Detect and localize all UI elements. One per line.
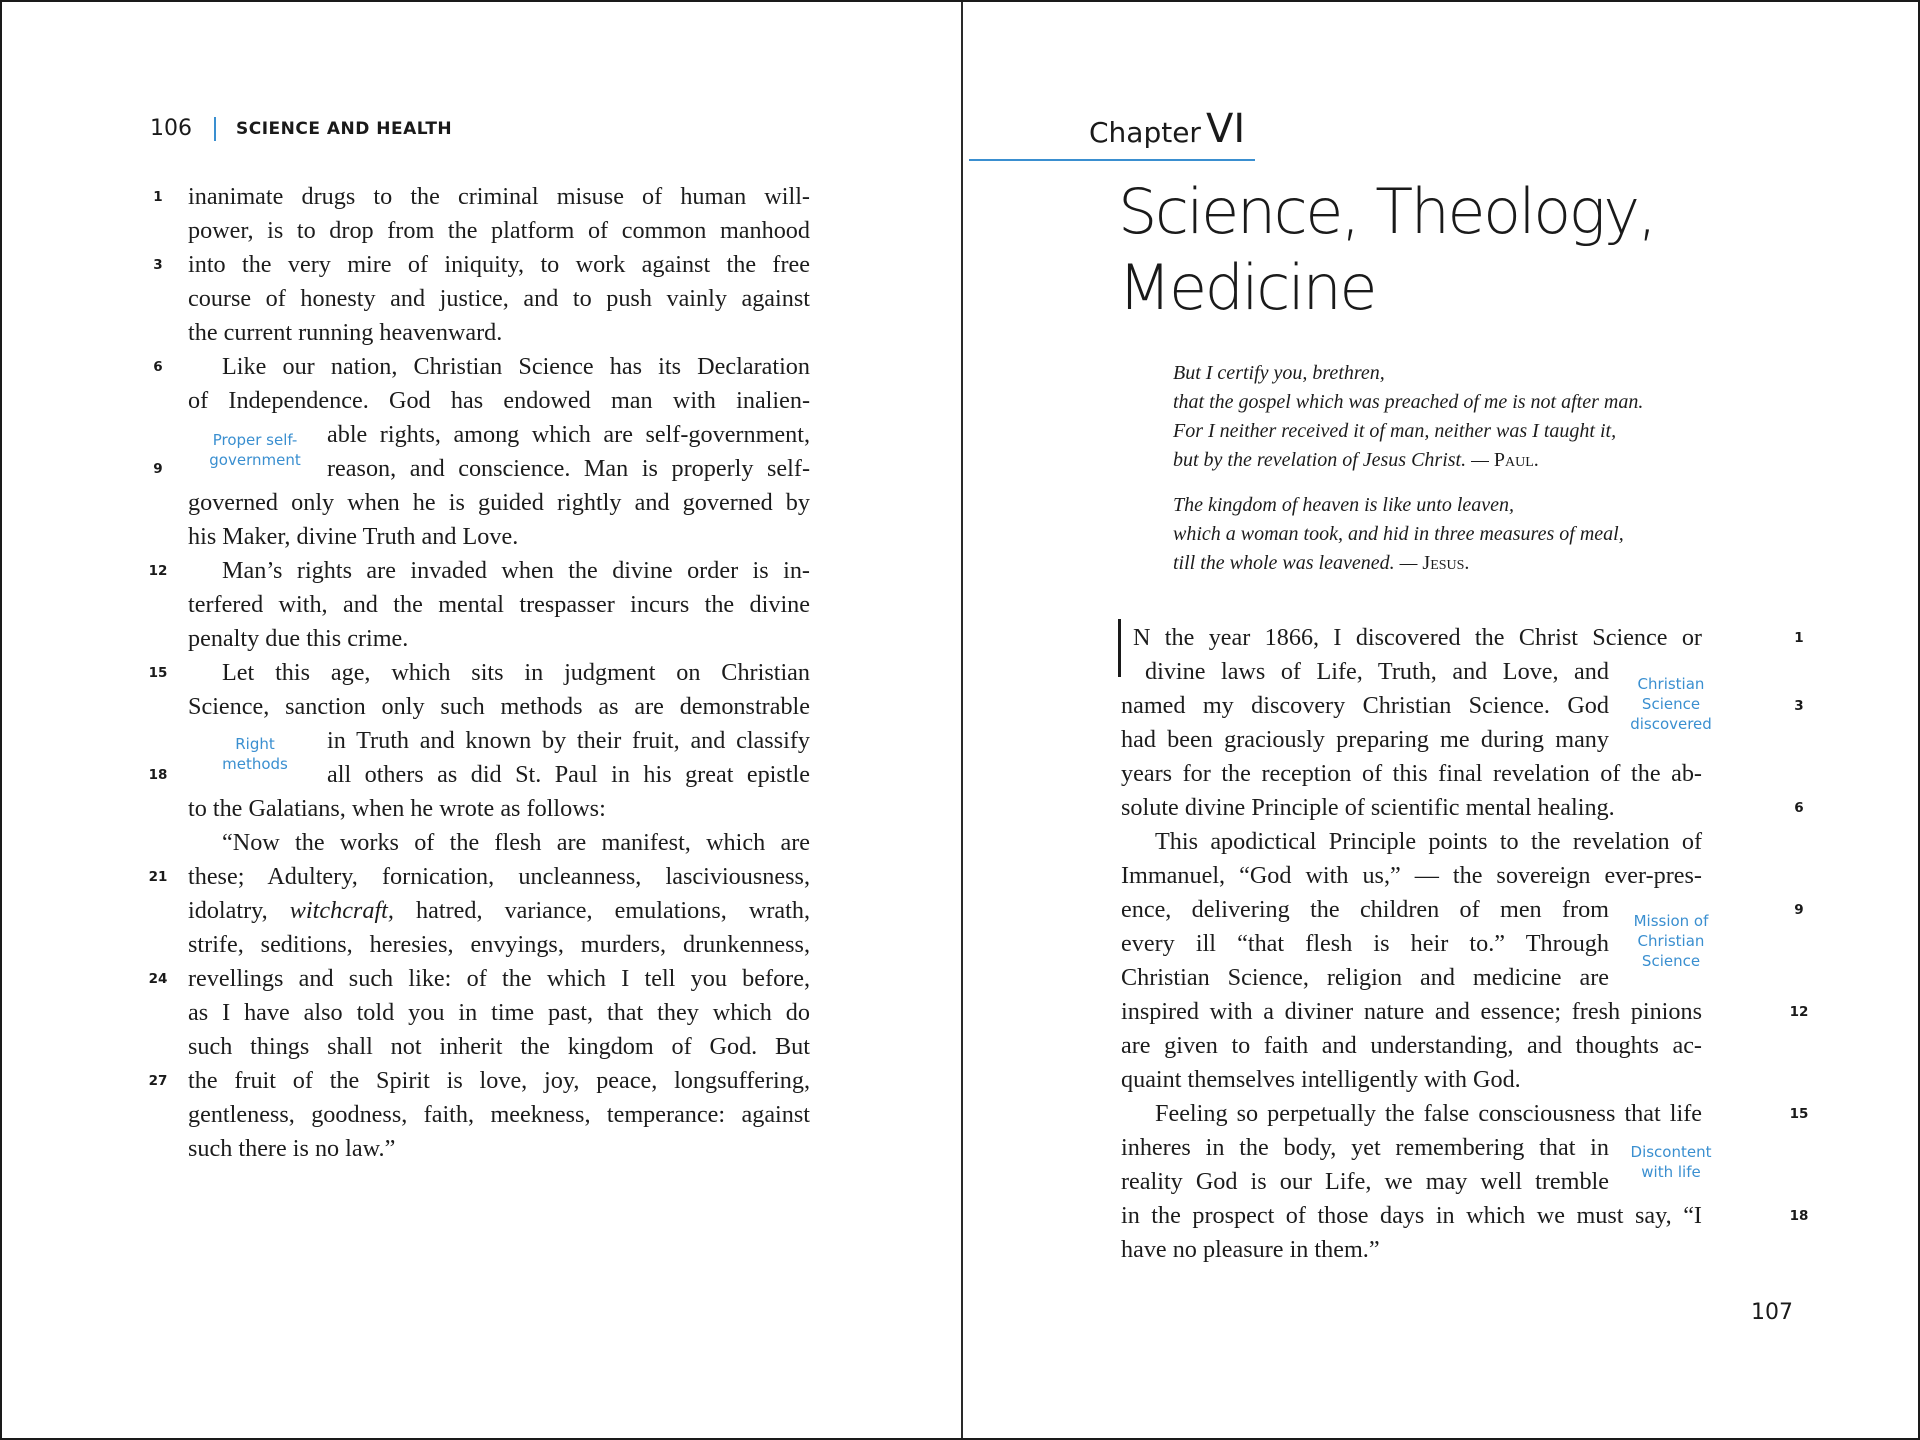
text-line: Let this age, which sits in judgment on Christian <box>222 659 810 686</box>
text-line: his Maker, divine Truth and Love. <box>188 523 519 550</box>
margin-note: Mission of Christian Science <box>1633 912 1709 970</box>
text-line: inheres in the body, yet remembering that in <box>1121 1134 1609 1161</box>
text-line: to the Galatians, when he wrote as follows: <box>188 795 606 822</box>
text-line: terfered with, and the mental trespasser incurs the divine <box>188 591 810 618</box>
line-number: 1 <box>1794 630 1804 646</box>
text-line: in Truth and known by their fruit, and classify <box>327 727 810 754</box>
text-line: as I have also told you in time past, that they which do <box>188 999 810 1026</box>
text-line: penalty due this crime. <box>188 625 409 652</box>
epigraph-paul: But I certify you, brethren, that the gospel which was preached of me is not after man. For I neither received it of man, neither was I taught it, but by the revelation of Jesus Christ. — Paul. <box>1173 362 1644 471</box>
text-line: named my discovery Christian Science. God <box>1121 692 1609 719</box>
line-number: 24 <box>148 971 168 987</box>
drop-cap-i <box>1118 619 1121 677</box>
chapter-word: Chapter <box>1089 116 1201 149</box>
text-line: inanimate drugs to the criminal misuse of human will- <box>188 183 810 210</box>
text-line: solute divine Principle of scientific mental healing. <box>1121 794 1615 821</box>
text-line: every ill “that flesh is heir to.” Through <box>1121 930 1609 957</box>
text-line: reality God is our Life, we may well tremble <box>1121 1168 1609 1195</box>
line-number: 3 <box>153 257 163 273</box>
text-line: had been graciously preparing me during many <box>1121 726 1609 753</box>
line-number: 9 <box>1794 902 1804 918</box>
running-head-divider <box>214 117 216 141</box>
line-number: 6 <box>1794 800 1804 816</box>
margin-note: Christian Science discovered <box>1630 675 1712 733</box>
text-line: Science, sanction only such methods as are demonstrable <box>188 693 810 720</box>
line-number: 18 <box>1789 1208 1809 1224</box>
margin-note: Discontent with life <box>1630 1143 1712 1181</box>
text-line: have no pleasure in them.” <box>1121 1236 1380 1263</box>
text-line: these; Adultery, fornication, uncleanness, lasciviousness, <box>188 863 810 890</box>
text-line: Like our nation, Christian Science has its Declaration <box>222 353 810 380</box>
right-page <box>963 2 1918 1438</box>
text-line: Man’s rights are invaded when the divine order is in- <box>222 557 810 584</box>
chapter-heading <box>1089 106 1245 152</box>
text-line: such there is no law.” <box>188 1135 396 1162</box>
text-line: idolatry, witchcraft, hatred, variance, emulations, wrath, <box>188 897 810 924</box>
line-number: 18 <box>148 767 168 783</box>
line-number: 3 <box>1794 698 1804 714</box>
line-number: 15 <box>1789 1106 1809 1122</box>
text-line: Christian Science, religion and medicine are <box>1121 964 1609 991</box>
epigraph-attribution: Jesus. <box>1422 552 1470 574</box>
text-line: course of honesty and justice, and to push vainly against <box>188 285 810 312</box>
text-line: This apodictical Principle points to the revelation of <box>1155 828 1702 855</box>
text-line: inspired with a diviner nature and essence; fresh pinions <box>1121 998 1702 1025</box>
text-line: into the very mire of iniquity, to work against the free <box>188 251 810 278</box>
chapter-number: VI <box>1206 106 1246 152</box>
line-number: 21 <box>148 869 168 885</box>
page-number-left: 106 <box>150 116 192 141</box>
text-line: revellings and such like: of the which I tell you before, <box>188 965 810 992</box>
line-number: 27 <box>148 1073 168 1089</box>
text-line: governed only when he is guided rightly and governed by <box>188 489 810 516</box>
running-head <box>150 116 452 141</box>
line-number: 12 <box>148 563 168 579</box>
text-line: power, is to drop from the platform of common manhood <box>188 217 810 244</box>
text-line: Feeling so perpetually the false consciousness that life <box>1155 1100 1702 1127</box>
text-line: years for the reception of this final revelation of the ab- <box>1121 760 1702 787</box>
line-number: 1 <box>153 189 163 205</box>
text-line: strife, seditions, heresies, envyings, murders, drunkenness, <box>188 931 810 958</box>
text-line: ence, delivering the children of men from <box>1121 896 1609 923</box>
line-number: 9 <box>153 461 163 477</box>
text-line: are given to faith and understanding, and thoughts ac- <box>1121 1032 1702 1059</box>
text-line: the current running heavenward. <box>188 319 503 346</box>
text-line: all others as did St. Paul in his great epistle <box>327 761 810 788</box>
text-line: quaint themselves intelligently with God. <box>1121 1066 1521 1093</box>
chapter-rule <box>969 159 1255 161</box>
page-number-right: 107 <box>1751 1300 1793 1325</box>
margin-note: Right methods <box>222 735 288 773</box>
text-line: N the year 1866, I discovered the Christ Science or <box>1133 624 1702 651</box>
text-line: “Now the works of the flesh are manifest, which are <box>222 829 810 856</box>
line-number: 6 <box>153 359 163 375</box>
text-line: in the prospect of those days in which we must say, “I <box>1121 1202 1702 1229</box>
margin-note: Proper self- government <box>209 431 301 469</box>
line-number: 12 <box>1789 1004 1809 1020</box>
text-line: gentleness, goodness, faith, meekness, temperance: against <box>188 1101 810 1128</box>
chapter-title: Science, Theology, Medicine <box>1118 175 1655 324</box>
epigraph-jesus: The kingdom of heaven is like unto leaven, which a woman took, and hid in three measures of meal, till the whole was leavened. — Jesus. <box>1173 494 1624 574</box>
running-head-title: SCIENCE AND HEALTH <box>236 118 453 139</box>
line-number: 15 <box>148 665 168 681</box>
text-line: such things shall not inherit the kingdom of God. But <box>188 1033 810 1060</box>
text-line: reason, and conscience. Man is properly self- <box>327 455 810 482</box>
text-line: Immanuel, “God with us,” — the sovereign ever-pres- <box>1121 862 1702 889</box>
text-line: able rights, among which are self-government, <box>327 421 810 448</box>
text-line: divine laws of Life, Truth, and Love, and <box>1145 658 1609 685</box>
left-page <box>2 2 960 1438</box>
text-line: the fruit of the Spirit is love, joy, peace, longsuffering, <box>188 1067 810 1094</box>
text-line: of Independence. God has endowed man with inalien- <box>188 387 810 414</box>
epigraph-attribution: Paul. <box>1493 449 1539 471</box>
